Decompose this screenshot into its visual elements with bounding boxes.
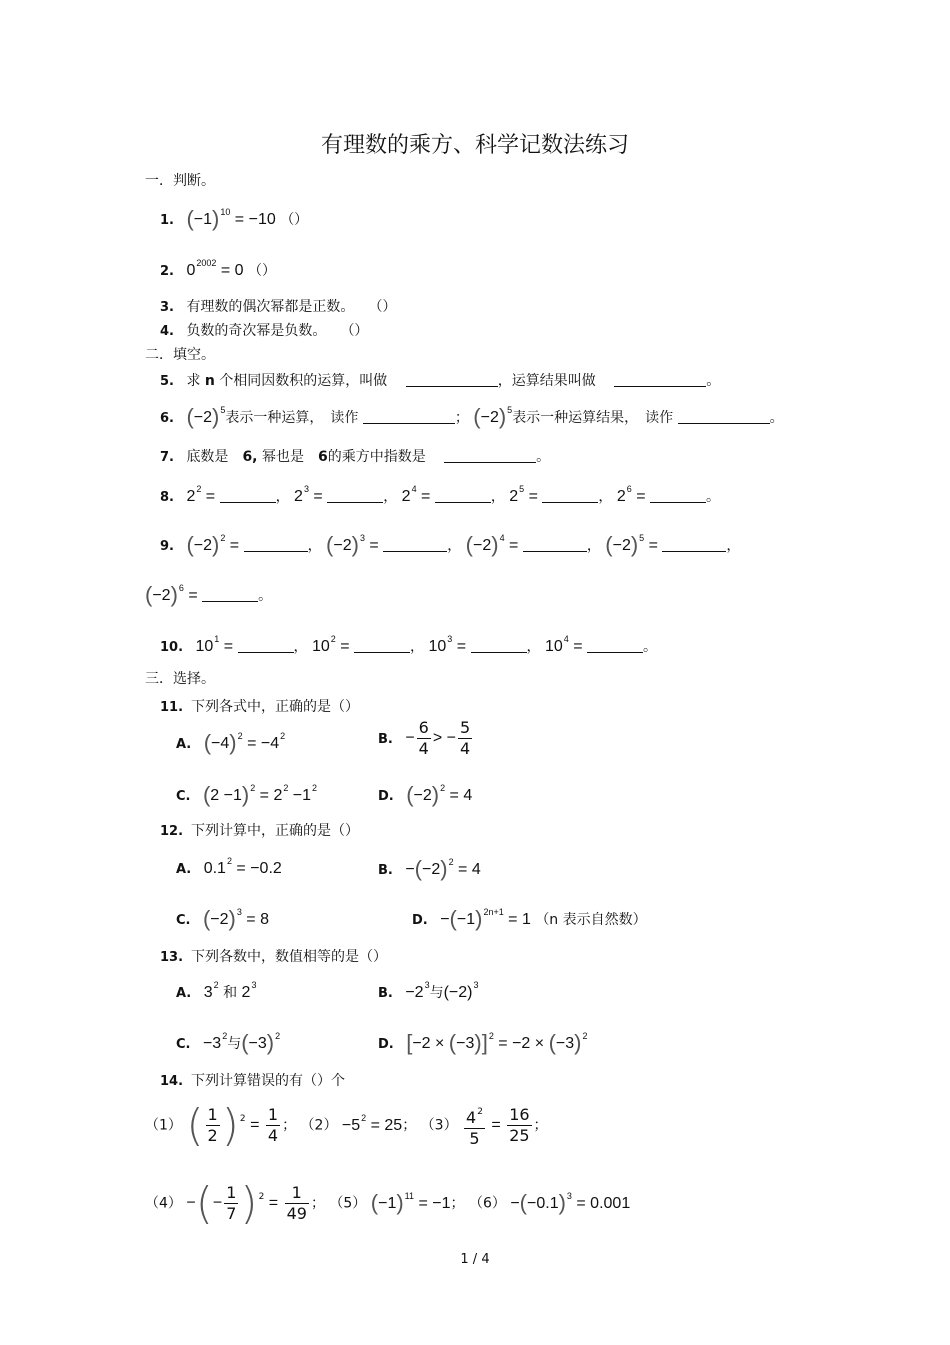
blank — [363, 409, 455, 424]
blank — [238, 638, 294, 653]
question-5: 5. 求 n 个相同因数积的运算，叫做 ，运算结果叫做 。 — [160, 373, 721, 389]
blank — [354, 638, 410, 653]
question-7: 7. 底数是 6, 幂也是 6的乘方中指数是 。 — [160, 449, 551, 465]
q13-option-d: D. $[-2 \times (-3)]^2 = -2 \times (-3)^2$ — [378, 1030, 588, 1055]
blank — [662, 537, 726, 552]
blank — [220, 488, 276, 503]
blank — [650, 488, 706, 503]
blank — [202, 587, 258, 602]
q11-option-c: C. $(2 -1)^2 = 2^2 -1^2$ — [176, 782, 318, 807]
blank — [327, 488, 383, 503]
question-2: 2. $0^{2002} = 0$ （） — [160, 258, 276, 279]
blank — [587, 638, 643, 653]
question-14: 14. 下列计算错误的有（）个 — [160, 1073, 346, 1089]
q11-option-b: B. − $\frac{6}{4}$ > − $\frac{5}{4}$ — [378, 718, 471, 758]
blank — [383, 537, 447, 552]
question-11: 11. 下列各式中，正确的是（） — [160, 699, 360, 715]
q12-option-d: D. $-(-1)^{2n+1} = 1$ （n 表示自然数） — [412, 906, 647, 931]
section-3-heading: 三．选择。 — [145, 671, 215, 687]
question-9: 9. $(-2)^2$ = ， $(-2)^3$ = ， $(-2)^4$ = ， $(-2)^5$ = ， — [160, 532, 741, 557]
blank — [471, 638, 527, 653]
question-3: 3. 有理数的偶次幂都是正数。 （） — [160, 299, 397, 315]
section-1-heading: 一．判断。 — [145, 173, 215, 189]
section-2-heading: 二．填空。 — [145, 347, 215, 363]
q11-option-d: D. $(-2)^2 = 4$ — [378, 782, 473, 807]
question-13: 13. 下列各数中，数值相等的是（） — [160, 949, 388, 965]
question-8: 8. $2^2$ = ， $2^3$ = ， $2^4$ = ， $2^5$ = ， $2^6$ = 。 — [160, 484, 721, 505]
page-title: 有理数的乘方、科学记数法练习 — [320, 133, 629, 158]
blank — [406, 372, 498, 387]
blank — [523, 537, 587, 552]
question-9-cont: $(-2)^6$ = 。 — [145, 582, 273, 607]
question-6: 6. $(-2)^5$表示一种运算， 读作 ； $(-2)^5$表示一种运算结果， 读作 。 — [160, 404, 784, 429]
q11-option-a: A. $(-4)^2 = -4^2$ — [176, 730, 286, 755]
q12-option-c: C. $(-2)^3 = 8$ — [176, 906, 269, 931]
q14-line-1: （1） ( $\frac{1}{2}$ )$^2$ = $\frac{1}{4}$ ； $(2) -5^2 = 25$； （3） $\frac{4^2}{5}$ = $\frac{16}{25}$ ； — [145, 1100, 548, 1151]
blank — [444, 448, 536, 463]
question-1: 1. $(-1)^{10} = -10$ （） — [160, 206, 309, 231]
question-12: 12. 下列计算中，正确的是（） — [160, 823, 360, 839]
blank — [678, 409, 770, 424]
q14-line-2: （4） −(− $\frac{1}{7}$ )$^2$ = $\frac{1}{49}$ ； （5） $(-1)^{11} = -1$； $(6) -(-0.1)^3 = 0.001$ — [145, 1178, 631, 1229]
page-number: 1 / 4 — [460, 1252, 490, 1267]
q13-option-a: A. $3^2$ 和 $2^3$ — [176, 980, 257, 1001]
question-10: 10. $10^1$ = ， $10^2$ = ， $10^3$ = ， $10^4$ = 。 — [160, 634, 658, 655]
q12-option-a: A. $0.1^2 = -0.2$ — [176, 856, 282, 877]
q13-option-c: C. $-3^2$与$(-3)^2$ — [176, 1030, 281, 1055]
question-4: 4. 负数的奇次幂是负数。 （） — [160, 323, 369, 339]
blank — [244, 537, 308, 552]
blank — [435, 488, 491, 503]
q13-option-b: B. $-2^3$与$(-2)^3$ — [378, 980, 479, 1001]
blank — [542, 488, 598, 503]
blank — [614, 372, 706, 387]
q12-option-b: B. $-(-2)^2 = 4$ — [378, 856, 481, 881]
